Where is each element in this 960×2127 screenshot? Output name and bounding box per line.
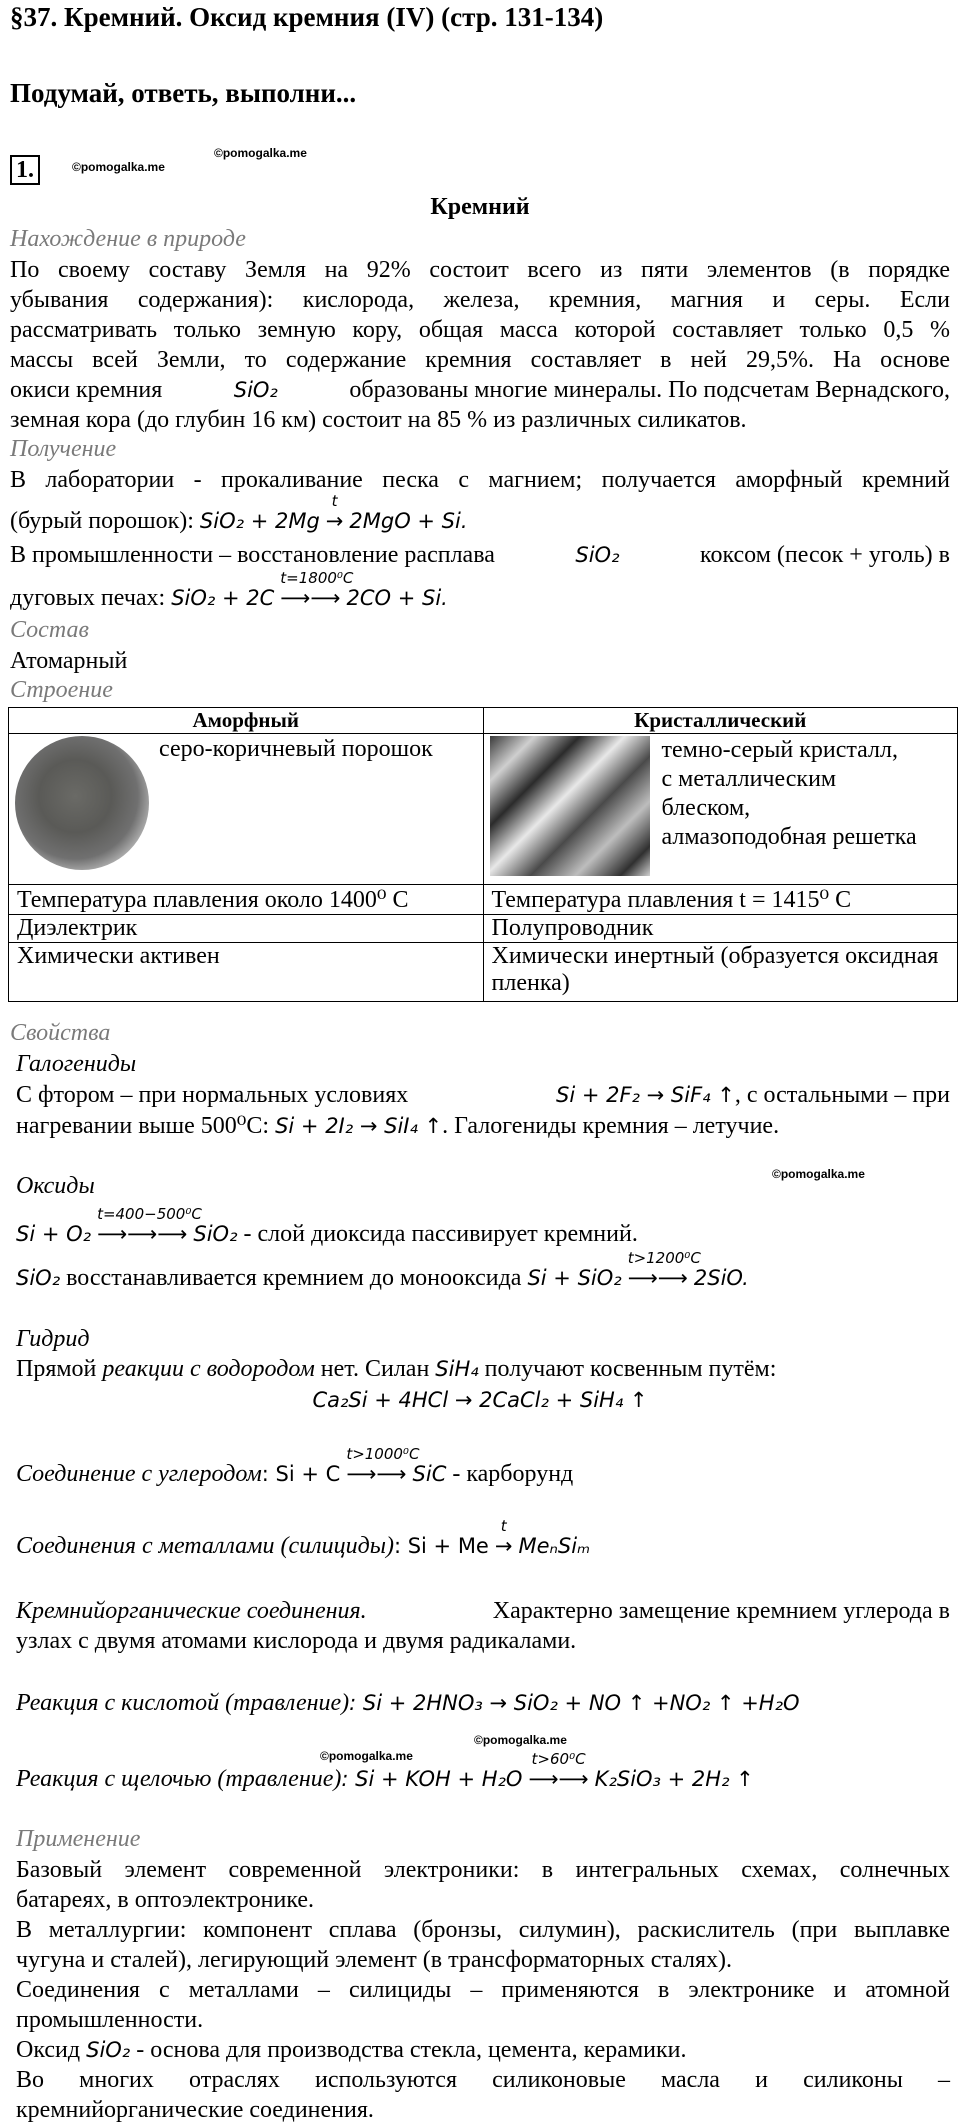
page-title: §37. Кремний. Оксид кремния (IV) (стр. 131-134) <box>10 2 604 32</box>
condition: t <box>500 1517 507 1535</box>
crystalline-silicon-image <box>490 736 650 876</box>
equation: : Si + Me <box>393 1534 489 1558</box>
section-title: Кремний <box>430 194 530 220</box>
industry-text: коксом (песок + уголь) в <box>700 542 950 568</box>
oxides-equation-1 <box>16 1205 638 1249</box>
formula: SiO₂ <box>16 1266 61 1290</box>
table-row <box>9 885 958 915</box>
table-cell: Температура плавления t = 1415⁰ C <box>483 885 958 915</box>
condition: t>60⁰C <box>531 1750 586 1768</box>
carbon-text: - карборунд <box>452 1461 574 1487</box>
industry-text: В промышленности – восстановление расплава <box>10 542 495 568</box>
equation: Si + O₂ <box>16 1222 92 1246</box>
reaction-arrow: t>1000⁰C ⟶⟶ <box>346 1460 406 1489</box>
application-line: кремнийорганические соединения. <box>16 2097 374 2123</box>
formula: SiO₂ <box>86 2038 131 2062</box>
equation: SiO₂ + 2C <box>171 586 275 610</box>
amorphous-cell <box>9 734 484 885</box>
condition: t=400−500⁰C <box>97 1205 202 1223</box>
halides-line <box>16 1081 950 1110</box>
equation: SiO₂ + 2Mg <box>199 509 320 533</box>
column-header: Кристаллический <box>483 708 958 734</box>
crystalline-description: с металлическим <box>661 766 837 792</box>
application-text: - основа для производства стекла, цемента, керамики. <box>136 2037 687 2063</box>
nature-line: земная кора (до глубин 16 км) состоит на 85 % из различных силикатов. <box>10 407 747 433</box>
hydride-line <box>16 1355 776 1384</box>
watermark: ©pomogalka.me <box>72 160 165 174</box>
nature-line-formula <box>10 376 950 405</box>
equation: : Si + C <box>261 1462 341 1486</box>
obtaining-line: В лаборатории - прокаливание песка с магнием; получается аморфный кремний <box>10 467 950 493</box>
reaction-arrow: t → <box>326 507 344 536</box>
hydride-text: Прямой <box>16 1356 97 1382</box>
industry-line <box>10 541 950 570</box>
reaction-arrow: t>60⁰C ⟶⟶ <box>528 1765 588 1794</box>
table-row <box>9 943 958 1002</box>
structure-table <box>8 707 958 1002</box>
task-number: 1. <box>10 155 40 185</box>
properties-heading: Свойства <box>10 1020 111 1046</box>
equation: 2CO + Si. <box>346 586 448 610</box>
structure-heading: Строение <box>10 677 113 703</box>
oxides-heading: Оксиды <box>16 1173 95 1199</box>
industry-text: дуговых печах: <box>10 585 166 611</box>
watermark: ©pomogalka.me <box>474 1733 567 1747</box>
watermark: ©pomogalka.me <box>214 146 307 160</box>
composition-heading: Состав <box>10 617 89 643</box>
page-subtitle: Подумай, ответь, выполни... <box>10 78 357 108</box>
watermark: ©pomogalka.me <box>772 1167 865 1181</box>
hydride-text: нет. Силан <box>320 1356 430 1382</box>
application-line: В металлургии: компонент сплава (бронзы, силумин), раскислитель (при выплавке <box>16 1917 950 1943</box>
formula: SiO₂ <box>575 543 620 567</box>
halides-text: С фтором – при нормальных условиях <box>16 1082 409 1108</box>
composition-value: Атомарный <box>10 648 128 674</box>
lab-equation-line <box>10 492 468 536</box>
nature-text: окиси кремния <box>10 377 163 403</box>
carbon-label: Соединение с углеродом <box>16 1461 262 1487</box>
alkali-label: Реакция с щелочью (травление) <box>16 1766 342 1792</box>
nature-text: образованы многие минералы. По подсчетам Вернадского, <box>349 377 950 403</box>
organic-text: Кремнийорганические соединения. <box>16 1598 367 1624</box>
oxides-text: - слой диоксида пассивирует кремний. <box>243 1221 638 1247</box>
obtaining-heading: Получение <box>10 436 117 462</box>
table-row <box>9 915 958 943</box>
table-header-row <box>9 708 958 734</box>
condition: t>1000⁰C <box>346 1445 420 1463</box>
table-row <box>9 734 958 885</box>
halides-line <box>16 1112 779 1141</box>
watermark: ©pomogalka.me <box>320 1749 413 1763</box>
table-cell: Химически инертный (образуется оксидная пленка) <box>483 943 958 1002</box>
organic-line: узлах с двумя атомами кислорода и двумя радикалами. <box>16 1628 577 1654</box>
amorphous-description: серо-коричневый порошок <box>159 736 433 762</box>
column-header: Аморфный <box>9 708 484 734</box>
organic-text: Характерно замещение кремнием углерода в <box>492 1598 950 1624</box>
equation: Si + 2I₂ → SiI₄ ↑ <box>275 1114 443 1138</box>
equation: SiO₂ <box>193 1222 238 1246</box>
application-oxide-line <box>16 2036 686 2065</box>
acid-label: Реакция с кислотой (травление) <box>16 1690 350 1716</box>
hydride-equation <box>0 1386 960 1415</box>
halides-heading: Галогениды <box>16 1051 137 1077</box>
application-heading: Применение <box>16 1826 141 1852</box>
organic-line <box>16 1597 950 1626</box>
industry-equation-line <box>10 569 448 613</box>
application-line: Соединения с металлами – силициды – применяются в электронике и атомной <box>16 1977 950 2003</box>
lab-text: (бурый порошок): <box>10 508 194 534</box>
oxides-equation-2 <box>16 1249 749 1293</box>
reaction-arrow: t=1800⁰C ⟶⟶ <box>280 584 340 613</box>
hydride-heading: Гидрид <box>16 1326 90 1352</box>
nature-line: массы всей Земли, то содержание кремния составляет в ней 29,5%. На основе <box>10 347 950 373</box>
nature-line: рассматривать только земную кору, общая масса которой составляет только 0,5 % <box>10 317 950 343</box>
oxides-text: восстанавливается кремнием до монооксида <box>66 1265 522 1291</box>
metals-line <box>16 1517 591 1561</box>
crystalline-description: блеском, <box>661 795 751 821</box>
carbon-line <box>16 1445 574 1489</box>
formula: SiO₂ <box>233 378 278 402</box>
equation: 2SiO. <box>693 1266 749 1290</box>
equation: MeₙSiₘ <box>518 1534 591 1558</box>
hydride-text: реакции с водородом <box>102 1356 315 1382</box>
halides-text: нагревании выше 500⁰С: <box>16 1113 270 1139</box>
reaction-arrow: t → <box>495 1532 513 1561</box>
crystalline-description: темно-серый кристалл, <box>661 737 898 763</box>
equation: Ca₂Si + 4HCl → 2CaCl₂ + SiH₄ ↑ <box>312 1388 648 1412</box>
equation: 2MgO + Si. <box>349 509 468 533</box>
crystalline-description: алмазоподобная решетка <box>661 824 917 850</box>
table-cell: Температура плавления около 1400⁰ C <box>9 885 484 915</box>
acid-line <box>16 1689 800 1718</box>
application-line: батареях, в оптоэлектронике. <box>16 1887 315 1913</box>
table-cell: Химически активен <box>9 943 484 1002</box>
equation: K₂SiO₃ + 2H₂ ↑ <box>594 1767 754 1791</box>
application-line: чугуна и сталей), легирующий элемент (в трансформаторных сталях). <box>16 1947 733 1973</box>
amorphous-silicon-image <box>15 736 149 870</box>
condition: t>1200⁰C <box>627 1249 701 1267</box>
formula: SiH₄ <box>435 1357 479 1381</box>
application-line: Во многих отраслях используются силиконовые масла и силиконы – <box>16 2067 950 2093</box>
equation: SiC <box>412 1462 447 1486</box>
nature-line: По своему составу Земля на 92% состоит всего из пяти элементов (в порядке <box>10 257 950 283</box>
table-cell: Полупроводник <box>483 915 958 943</box>
equation: Si + 2F₂ → SiF₄ ↑ <box>555 1083 735 1107</box>
equation: Si + SiO₂ <box>527 1266 622 1290</box>
condition: t <box>331 492 338 510</box>
halides-text: . Галогениды кремния – летучие. <box>442 1113 780 1139</box>
equation: : Si + 2HNO₃ → SiO₂ + NO ↑ +NO₂ ↑ +H₂O <box>349 1691 800 1715</box>
application-text: Оксид <box>16 2037 81 2063</box>
metals-label: Соединения с металлами (силициды) <box>16 1533 394 1559</box>
reaction-arrow: t>1200⁰C ⟶⟶ <box>628 1264 688 1293</box>
application-line: Базовый элемент современной электроники: в интегральных схемах, солнечных <box>16 1857 950 1883</box>
hydride-text: получают косвенным путём: <box>484 1356 777 1382</box>
table-cell: Диэлектрик <box>9 915 484 943</box>
application-line: промышленности. <box>16 2007 204 2033</box>
equation: : Si + KOH + H₂O <box>341 1767 523 1791</box>
nature-heading: Нахождение в природе <box>10 226 246 252</box>
nature-line: убывания содержания): кислорода, железа, кремния, магния и серы. Если <box>10 287 950 313</box>
condition: t=1800⁰C <box>280 569 354 587</box>
crystalline-cell <box>483 734 958 885</box>
reaction-arrow: t=400−500⁰C ⟶⟶⟶ <box>97 1220 187 1249</box>
halides-text: , с остальными – при <box>734 1082 950 1108</box>
